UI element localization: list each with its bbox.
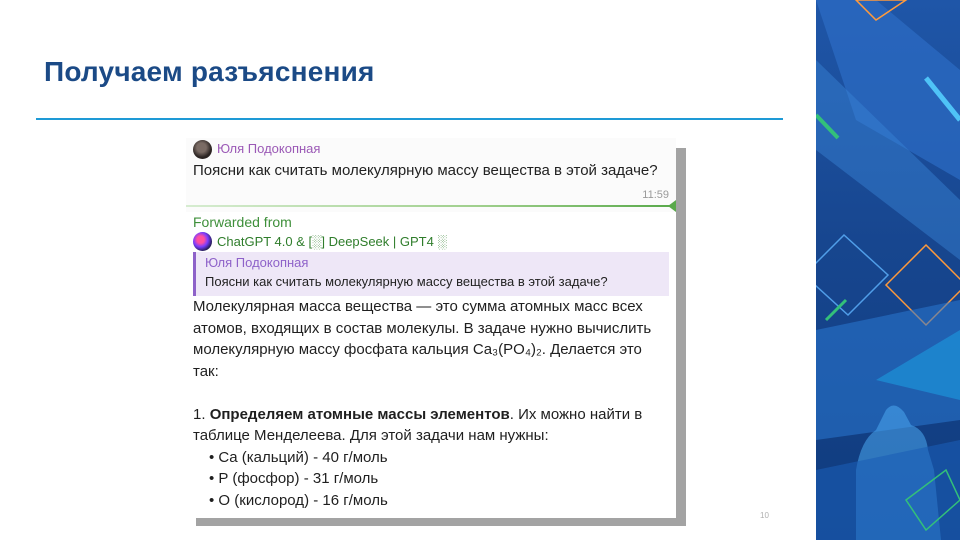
list-item: • Ca (кальций) - 40 г/моль [209, 447, 668, 469]
title-underline [36, 118, 783, 120]
answer-paragraph: Молекулярная масса вещества — это сумма атомных масс всех атомов, входящих в состав молекулы. В задаче нужно вычислить молекулярную массу фосфата кальция Ca₃(PO₄)₂. Делается это так: [193, 298, 652, 380]
list-item: • O (кислород) - 16 г/моль [209, 490, 668, 512]
user-message-sender[interactable]: Юля Подокопная [217, 141, 321, 156]
step-number: 1. [193, 405, 206, 423]
list-item: • P (фосфор) - 31 г/моль [209, 468, 668, 490]
chat-screenshot [186, 138, 676, 518]
quote-sender: Юля Подокопная [205, 255, 309, 270]
answer-step-1 [193, 404, 668, 447]
forwarded-label: Forwarded from [193, 214, 292, 230]
user-avatar [193, 140, 212, 159]
decorative-side-panel [816, 0, 960, 540]
step-text: . Их можно найти в таблице Менделеева. Для этой задачи нам нужны: [193, 405, 643, 444]
decorative-shapes [816, 0, 960, 540]
step-heading: Определяем атомные массы элементов [209, 405, 510, 423]
message-divider [186, 205, 676, 207]
reply-quote[interactable] [193, 252, 669, 296]
element-list [193, 447, 668, 512]
quote-text: Поясни как считать молекулярную массу вещества в этой задаче? [205, 274, 608, 289]
bot-avatar-icon [193, 232, 212, 251]
message-time: 11:59 [642, 189, 669, 201]
bot-answer [193, 296, 668, 511]
forwarded-source-name[interactable]: ChatGPT 4.0 & [░] DeepSeek | GPT4 ░ [217, 234, 447, 249]
page-number: 10 [760, 511, 769, 520]
user-message [186, 138, 676, 212]
divider-arrow-icon [668, 200, 676, 212]
slide-title: Получаем разъяснения [44, 56, 375, 87]
user-message-text: Поясни как считать молекулярную массу вещества в этой задаче? [193, 162, 658, 179]
